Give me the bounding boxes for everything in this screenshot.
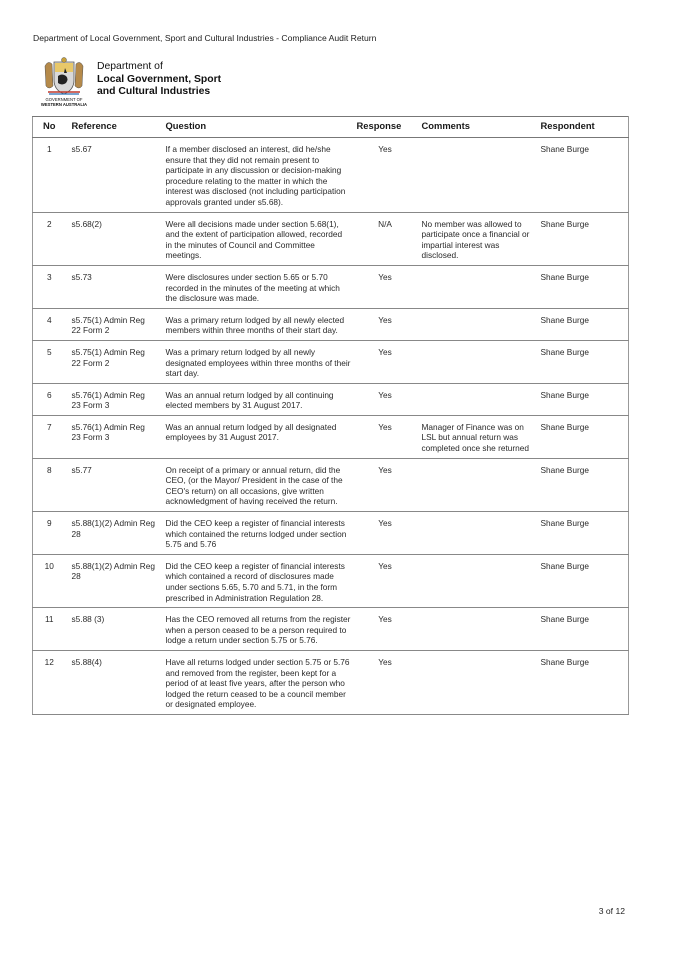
cell-respondent: Shane Burge: [535, 308, 629, 340]
cell-respondent: Shane Burge: [535, 383, 629, 415]
cell-response: Yes: [355, 265, 416, 308]
table-row: [33, 458, 629, 511]
cell-comments: [416, 554, 535, 607]
compliance-audit-table: [32, 116, 629, 715]
cell-question: Was an annual return lodged by all continuing elected members by 31 August 2017.: [160, 383, 355, 415]
cell-reference: s5.68(2): [66, 212, 160, 265]
department-logo: [40, 56, 240, 110]
cell-comments: [416, 512, 535, 555]
table-header-row: [33, 117, 629, 138]
cell-no: 1: [33, 138, 66, 213]
cell-comments: [416, 458, 535, 511]
cell-comments: [416, 608, 535, 651]
cell-no: 7: [33, 415, 66, 458]
cell-response: Yes: [355, 415, 416, 458]
cell-no: 8: [33, 458, 66, 511]
cell-comments: [416, 650, 535, 714]
cell-response: Yes: [355, 512, 416, 555]
cell-question: Was a primary return lodged by all newly elected members within three months of their start day.: [160, 308, 355, 340]
cell-comments: Manager of Finance was on LSL but annual return was completed once she returned: [416, 415, 535, 458]
cell-comments: No member was allowed to participate once a financial or impartial interest was disclosed.: [416, 212, 535, 265]
cell-comments: [416, 308, 535, 340]
column-header-reference: Reference: [66, 117, 160, 138]
table-body: [33, 138, 629, 715]
table-row: [33, 650, 629, 714]
cell-no: 2: [33, 212, 66, 265]
column-header-no: No: [33, 117, 66, 138]
cell-no: 3: [33, 265, 66, 308]
table-row: [33, 340, 629, 383]
cell-respondent: Shane Burge: [535, 650, 629, 714]
cell-respondent: Shane Burge: [535, 340, 629, 383]
cell-respondent: Shane Burge: [535, 608, 629, 651]
cell-question: If a member disclosed an interest, did he/she ensure that they did not remain present to participate in any discussion or decision-making procedure relating to the matter in which the interest was disclosed (not including participation approvals granted under s5.68).: [160, 138, 355, 213]
cell-respondent: Shane Burge: [535, 512, 629, 555]
cell-question: Was a primary return lodged by all newly designated employees within three months of their start day.: [160, 340, 355, 383]
cell-no: 4: [33, 308, 66, 340]
cell-question: Did the CEO keep a register of financial interests which contained the returns lodged under section 5.75 and 5.76: [160, 512, 355, 555]
cell-question: Has the CEO removed all returns from the register when a person ceased to be a person required to lodge a return under section 5.75 or 5.76.: [160, 608, 355, 651]
cell-question: On receipt of a primary or annual return, did the CEO, (or the Mayor/ President in the case of the CEO's return) on all occasions, give written acknowledgment of having received the return.: [160, 458, 355, 511]
table-row: [33, 212, 629, 265]
wa-government-crest-icon: [40, 56, 96, 108]
cell-response: Yes: [355, 308, 416, 340]
department-name-line2: Local Government, Sport: [97, 73, 222, 85]
cell-respondent: Shane Burge: [535, 554, 629, 607]
cell-reference: s5.67: [66, 138, 160, 213]
cell-question: Did the CEO keep a register of financial interests which contained a record of disclosures made under sections 5.65, 5.70 and 5.71, in the form prescribed in Administration Regulation 28.: [160, 554, 355, 607]
column-header-comments: Comments: [416, 117, 535, 138]
table-row: [33, 608, 629, 651]
table-row: [33, 415, 629, 458]
cell-response: Yes: [355, 138, 416, 213]
cell-response: N/A: [355, 212, 416, 265]
cell-question: Were all decisions made under section 5.68(1), and the extent of participation allowed, recorded in the minutes of Council and Committee meetings.: [160, 212, 355, 265]
cell-no: 6: [33, 383, 66, 415]
cell-comments: [416, 138, 535, 213]
cell-question: Was an annual return lodged by all designated employees by 31 August 2017.: [160, 415, 355, 458]
cell-no: 10: [33, 554, 66, 607]
cell-response: Yes: [355, 383, 416, 415]
cell-respondent: Shane Burge: [535, 138, 629, 213]
cell-reference: s5.88(1)(2) Admin Reg 28: [66, 512, 160, 555]
cell-response: Yes: [355, 650, 416, 714]
cell-respondent: Shane Burge: [535, 265, 629, 308]
column-header-respondent: Respondent: [535, 117, 629, 138]
department-name-line1: Department of: [97, 61, 163, 72]
cell-respondent: Shane Burge: [535, 212, 629, 265]
cell-no: 9: [33, 512, 66, 555]
cell-comments: [416, 265, 535, 308]
table-row: [33, 265, 629, 308]
table-row: [33, 512, 629, 555]
cell-reference: s5.88(4): [66, 650, 160, 714]
cell-question: Were disclosures under section 5.65 or 5.70 recorded in the minutes of the meeting at which the disclosure was made.: [160, 265, 355, 308]
department-name-line3: and Cultural Industries: [97, 86, 211, 97]
cell-response: Yes: [355, 608, 416, 651]
cell-reference: s5.73: [66, 265, 160, 308]
cell-reference: s5.76(1) Admin Reg 23 Form 3: [66, 415, 160, 458]
cell-response: Yes: [355, 340, 416, 383]
cell-reference: s5.76(1) Admin Reg 23 Form 3: [66, 383, 160, 415]
cell-no: 11: [33, 608, 66, 651]
table-row: [33, 138, 629, 213]
cell-reference: s5.88 (3): [66, 608, 160, 651]
column-header-question: Question: [160, 117, 355, 138]
crest-caption-line1: GOVERNMENT OF: [45, 97, 83, 102]
column-header-response: Response: [355, 117, 416, 138]
cell-no: 5: [33, 340, 66, 383]
crest-caption-line2: WESTERN AUSTRALIA: [40, 102, 88, 107]
department-name: [97, 61, 221, 99]
table-row: [33, 308, 629, 340]
cell-question: Have all returns lodged under section 5.75 or 5.76 and removed from the register, been kept for a period of at least five years, after the person who lodged the return ceased to be a council member or designated employee.: [160, 650, 355, 714]
cell-reference: s5.88(1)(2) Admin Reg 28: [66, 554, 160, 607]
cell-reference: s5.75(1) Admin Reg 22 Form 2: [66, 308, 160, 340]
cell-comments: [416, 383, 535, 415]
table-row: [33, 554, 629, 607]
page-number: 3 of 12: [598, 906, 625, 916]
cell-respondent: Shane Burge: [535, 415, 629, 458]
cell-respondent: Shane Burge: [535, 458, 629, 511]
cell-comments: [416, 340, 535, 383]
table-row: [33, 383, 629, 415]
running-header-title: Department of Local Government, Sport and Cultural Industries - Compliance Audit Return: [33, 33, 377, 43]
cell-reference: s5.77: [66, 458, 160, 511]
cell-response: Yes: [355, 554, 416, 607]
cell-response: Yes: [355, 458, 416, 511]
cell-no: 12: [33, 650, 66, 714]
cell-reference: s5.75(1) Admin Reg 22 Form 2: [66, 340, 160, 383]
